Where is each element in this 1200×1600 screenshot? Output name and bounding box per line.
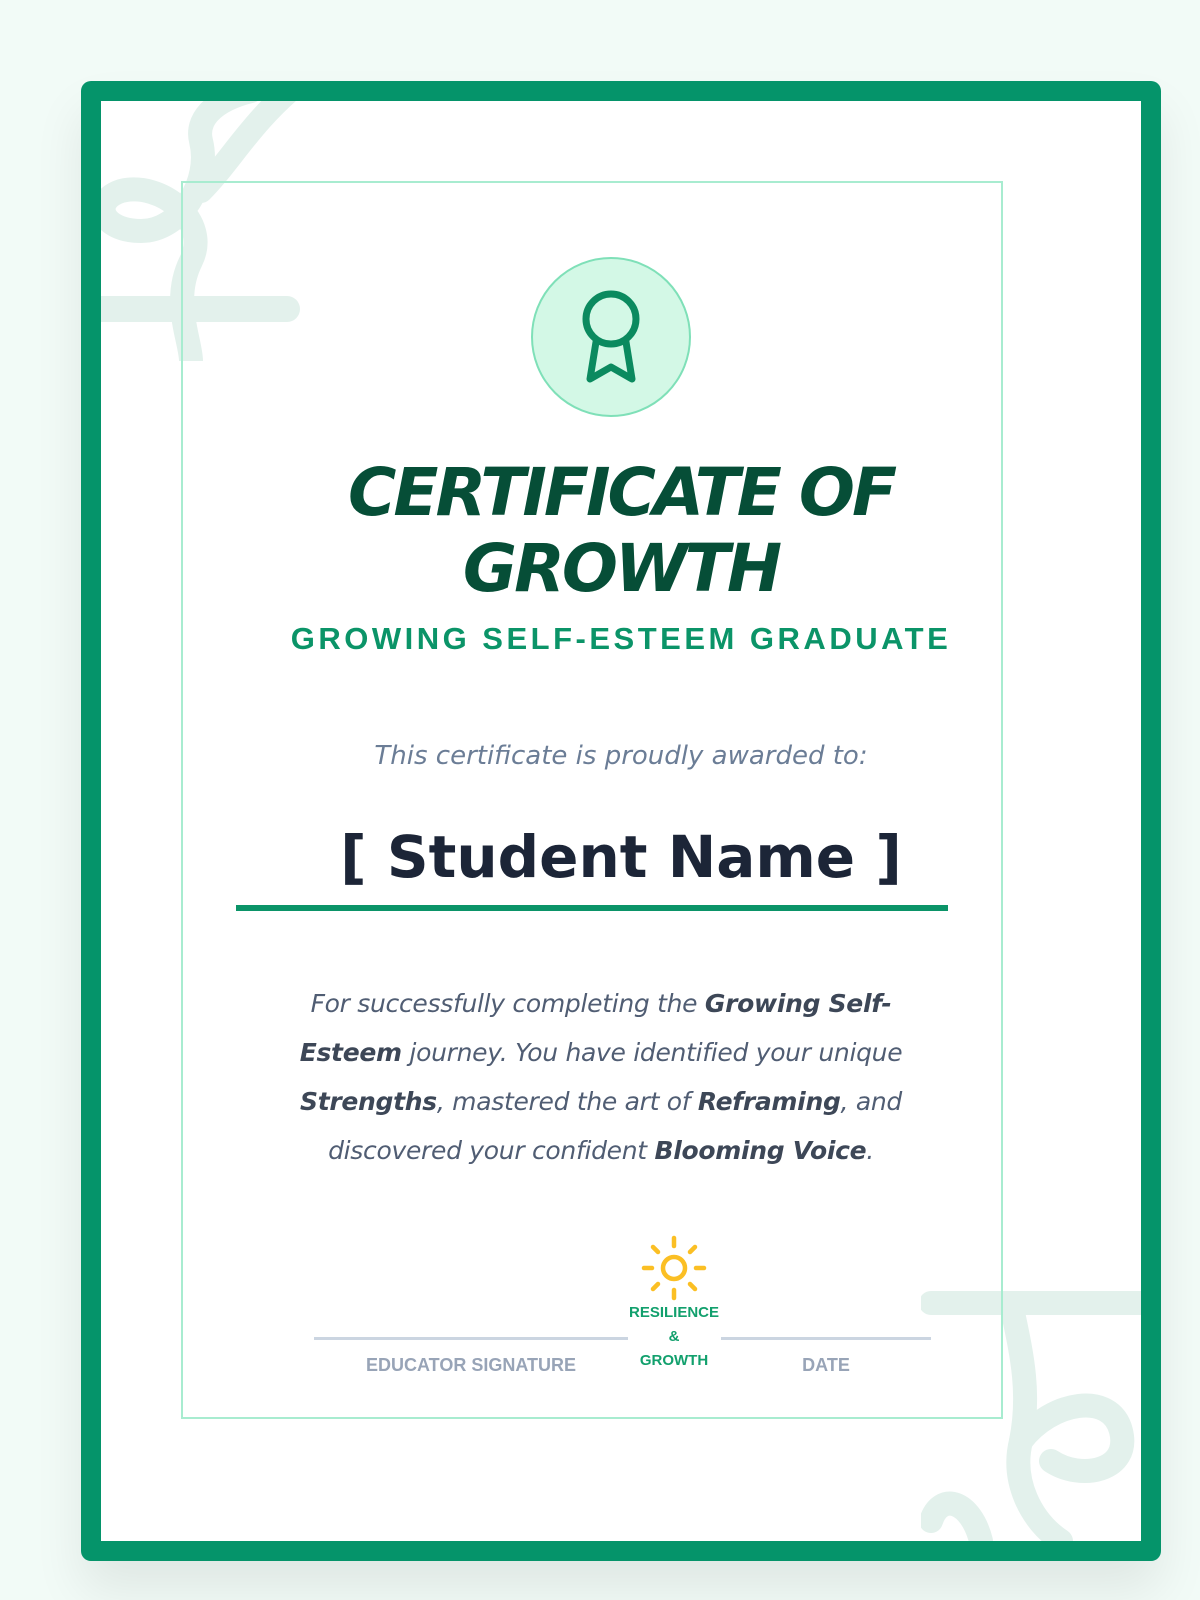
statement-emphasis: Growing Self-Esteem — [299, 989, 892, 1067]
statement-emphasis: Blooming Voice — [654, 1136, 867, 1165]
seal-text — [609, 1301, 739, 1373]
statement-text: . — [866, 1136, 874, 1165]
statement-text: journey. You have identified your unique — [401, 1038, 903, 1067]
certificate-card — [81, 81, 1161, 1561]
date-label: DATE — [802, 1355, 850, 1375]
seal-line-2: & — [668, 1328, 680, 1345]
seal-line-3: GROWTH — [639, 1352, 709, 1369]
name-underline — [236, 905, 948, 911]
statement-text: , mastered the art of — [436, 1087, 698, 1116]
award-ribbon-icon — [576, 287, 646, 387]
awarded-to-text: This certificate is proudly awarded to: — [374, 741, 868, 771]
certificate-title — [101, 455, 1141, 607]
title-line-1: CERTIFICATE OF — [347, 454, 895, 531]
statement-emphasis: Reframing — [697, 1087, 841, 1116]
sun-icon — [641, 1235, 707, 1301]
statement-text: , and discovered your confident — [328, 1087, 902, 1165]
statement-emphasis: Strengths — [300, 1087, 437, 1116]
signature-label: EDUCATOR SIGNATURE — [365, 1355, 576, 1375]
award-badge — [531, 257, 691, 417]
statement-text: For successfully completing the — [310, 989, 705, 1018]
certificate-subtitle: GROWING SELF-ESTEEM GRADUATE — [290, 621, 952, 656]
date-line — [721, 1337, 931, 1340]
seal-line-1: RESILIENCE — [628, 1304, 719, 1321]
student-name: [ Student Name ] — [340, 823, 902, 891]
title-line-2: GROWTH — [462, 530, 780, 607]
signature-line — [314, 1337, 628, 1340]
achievement-statement — [261, 979, 941, 1175]
